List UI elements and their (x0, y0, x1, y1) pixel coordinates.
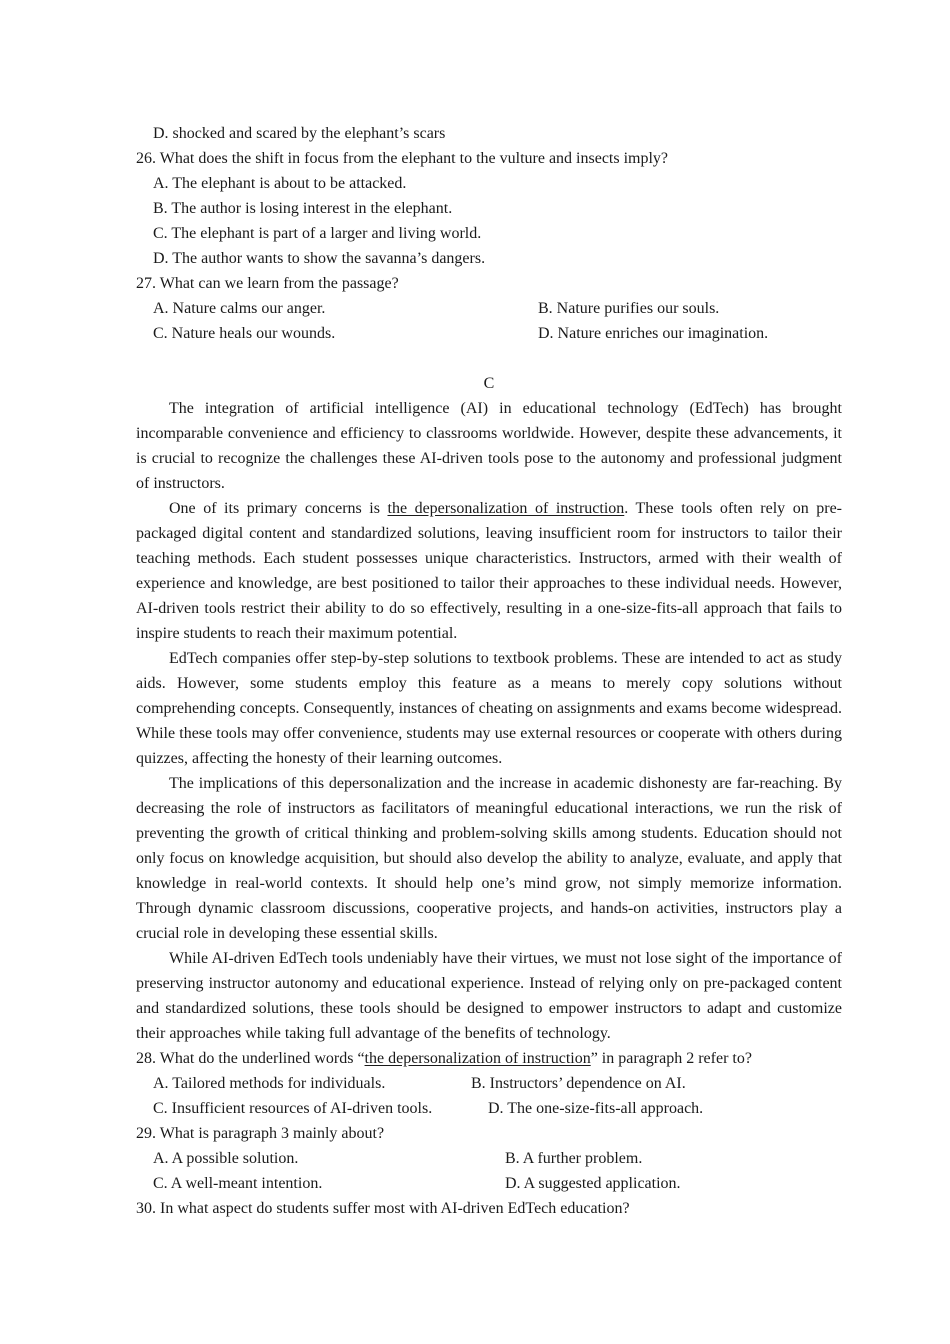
q28-options-row-1 (136, 1071, 842, 1096)
q27-option-b: B. Nature purifies our souls. (538, 300, 720, 317)
passage-paragraph-1: The integration of artificial intelligence (AI) in educational technology (EdTech) has brought incomparable convenience and efficiency to classrooms worldwide. However, despite these advancements, it is crucial to recognize the challenges these AI-driven tools pose to the autonomy and professional judgment of instructors. (136, 400, 842, 492)
q25-option-d: D. shocked and scared by the elephant’s scars (153, 125, 446, 142)
q29-options-row-2 (136, 1171, 842, 1196)
q29-option-b: B. A further problem. (505, 1150, 643, 1167)
p2-underlined-phrase: the depersonalization of instruction (387, 500, 625, 517)
q29-options-row-1 (136, 1146, 842, 1171)
q26-stem: 26. What does the shift in focus from the elephant to the vulture and insects imply? (136, 150, 669, 167)
q26-option-c: C. The elephant is part of a larger and living world. (153, 225, 482, 242)
exam-page (136, 121, 842, 1221)
q28-stem-after: ” in paragraph 2 refer to? (590, 1050, 752, 1067)
passage-paragraph-5: While AI-driven EdTech tools undeniably have their virtues, we must not lose sight of the importance of preserving instructor autonomy and educational experience. Instead of relying only on pre-packaged content and standardized solutions, these tools should be designed to empower instructors to adapt and customize their approaches while taking full advantage of the benefits of technology. (136, 950, 842, 1042)
passage-paragraph-2 (136, 496, 842, 646)
q29-option-a: A. A possible solution. (153, 1150, 299, 1167)
q29-option-d: D. A suggested application. (505, 1175, 681, 1192)
q28-option-d: D. The one-size-fits-all approach. (488, 1100, 704, 1117)
q28-option-a: A. Tailored methods for individuals. (153, 1075, 386, 1092)
q28-stem (136, 1046, 842, 1071)
q26-option-d: D. The author wants to show the savanna’s dangers. (153, 250, 486, 267)
q28-underlined-phrase: the depersonalization of instruction (364, 1050, 591, 1067)
q26-option-b: B. The author is losing interest in the elephant. (153, 200, 453, 217)
q28-option-c: C. Insufficient resources of AI-driven tools. (153, 1100, 433, 1117)
q28-stem-before: 28. What do the underlined words “ (136, 1050, 365, 1067)
q26-option-a: A. The elephant is about to be attacked. (153, 175, 407, 192)
passage-paragraph-3: EdTech companies offer step-by-step solutions to textbook problems. These are intended to act as study aids. However, some students employ this feature as a means to merely copy solutions without comprehending concepts. Consequently, instances of cheating on assignments and exams become widespread. While these tools may offer convenience, students may use external resources or cooperate with others during quizzes, affecting the honesty of their learning outcomes. (136, 650, 842, 767)
q27-option-a: A. Nature calms our anger. (153, 300, 326, 317)
q27-options-row-2 (136, 321, 842, 346)
q27-option-d: D. Nature enriches our imagination. (538, 325, 769, 342)
q29-option-c: C. A well-meant intention. (153, 1175, 323, 1192)
p2-text-after: . These tools often rely on pre-packaged digital content and standardized solutions, leaving insufficient room for instructors to tailor their teaching methods. Each student possesses unique characteristics. Instructors, armed with their wealth of experience and knowledge, are best positioned to tailor their approaches to these individual needs. However, AI-driven tools restrict their ability to do so effectively, resulting in a one-size-fits-all approach that fails to inspire students to reach their maximum potential. (136, 500, 843, 642)
passage-paragraph-4: The implications of this depersonalization and the increase in academic dishonesty are far-reaching. By decreasing the role of instructors as facilitators of meaningful educational interactions, we run the risk of preventing the growth of critical thinking and problem-solving skills among students. Education should not only focus on knowledge acquisition, but should also develop the ability to analyze, evaluate, and apply that knowledge in real-world contexts. It should help one’s mind grow, not simply memorize information. Through dynamic classroom discussions, cooperative projects, and hands-on activities, instructors play a crucial role in developing these essential skills. (136, 775, 842, 942)
q27-options-row-1 (136, 296, 842, 321)
q29-stem: 29. What is paragraph 3 mainly about? (136, 1125, 385, 1142)
q28-option-b: B. Instructors’ dependence on AI. (471, 1075, 686, 1092)
section-heading: C (483, 375, 495, 392)
q27-stem: 27. What can we learn from the passage? (136, 275, 399, 292)
q27-option-c: C. Nature heals our wounds. (153, 325, 336, 342)
p2-text-before: One of its primary concerns is (169, 500, 388, 517)
q30-stem: 30. In what aspect do students suffer most with AI-driven EdTech education? (136, 1200, 630, 1217)
q28-options-row-2 (136, 1096, 842, 1121)
